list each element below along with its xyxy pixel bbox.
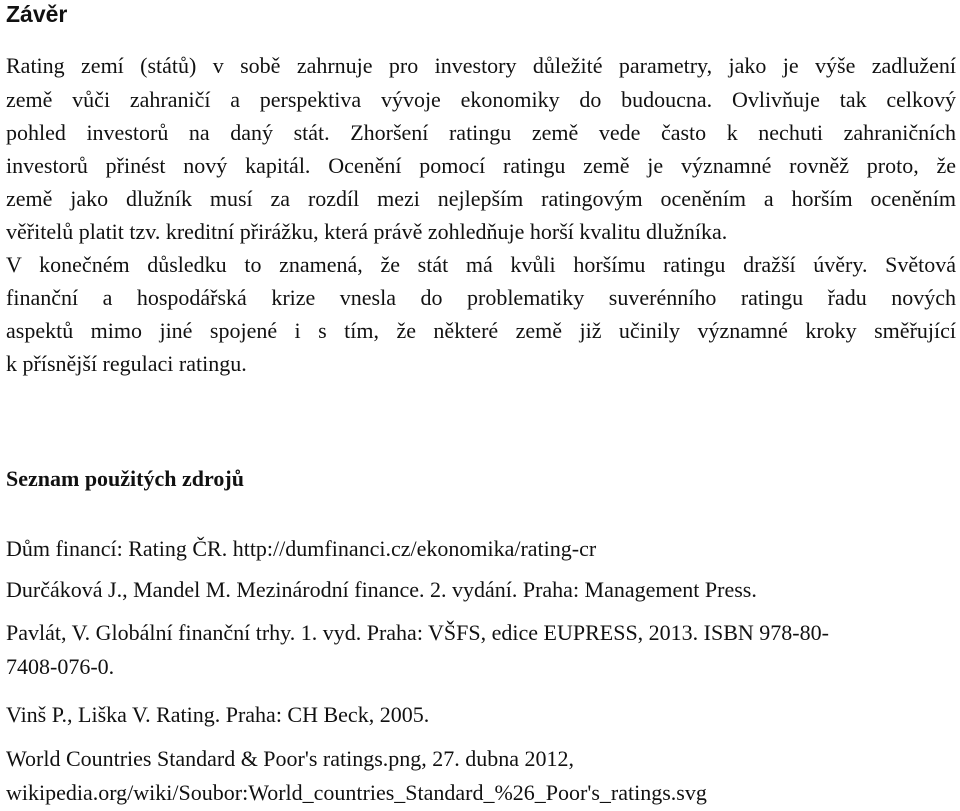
paragraph-line: finanční a hospodářská krize vnesla do problematiky suverénního ratingu řadu nových (6, 285, 956, 310)
paragraph-line: V konečném důsledku to znamená, že stát má kvůli horšímu ratingu dražší úvěry. Světová (6, 252, 956, 277)
source-entry: Pavlát, V. Globální finanční trhy. 1. vyd. Praha: VŠFS, edice EUPRESS, 2013. ISBN 978-80- (6, 620, 829, 645)
conclusion-heading: Závěr (6, 1, 68, 27)
source-entry: Dům financí: Rating ČR. http://dumfinanci.cz/ekonomika/rating-cr (6, 536, 597, 561)
paragraph-line: k přísnější regulaci ratingu. (6, 351, 247, 376)
paragraph-line: Rating zemí (států) v sobě zahrnuje pro investory důležité parametry, jako je výše zadlužení (6, 53, 956, 78)
paragraph-line: aspektů mimo jiné spojené i s tím, že některé země již učinily významné kroky směřující (6, 318, 956, 343)
source-entry-continuation: 7408-076-0. (6, 654, 115, 679)
paragraph-line: věřitelů platit tzv. kreditní přirážku, která právě zohledňuje horší kvalitu dlužníka. (6, 219, 728, 244)
paragraph-line: země jako dlužník musí za rozdíl mezi nejlepším ratingovým oceněním a horším oceněním (6, 186, 956, 211)
source-entry: Durčáková J., Mandel M. Mezinárodní finance. 2. vydání. Praha: Management Press. (6, 577, 757, 602)
source-entry: Vinš P., Liška V. Rating. Praha: CH Beck, 2005. (6, 702, 430, 727)
sources-heading: Seznam použitých zdrojů (6, 466, 244, 491)
paragraph-line: země vůči zahraničí a perspektiva vývoje ekonomiky do budoucna. Ovlivňuje tak celkový (6, 87, 956, 112)
paragraph-line: investorů přinést nový kapitál. Ocenění pomocí ratingu země je významné rovněž proto, že (6, 153, 956, 178)
paragraph-line: pohled investorů na daný stát. Zhoršení ratingu země vede často k nechuti zahraničních (6, 120, 956, 145)
source-entry-link: wikipedia.org/wiki/Soubor:World_countries_Standard_%26_Poor's_ratings.svg (6, 780, 707, 805)
source-entry: World Countries Standard & Poor's ratings.png, 27. dubna 2012, (6, 746, 575, 771)
